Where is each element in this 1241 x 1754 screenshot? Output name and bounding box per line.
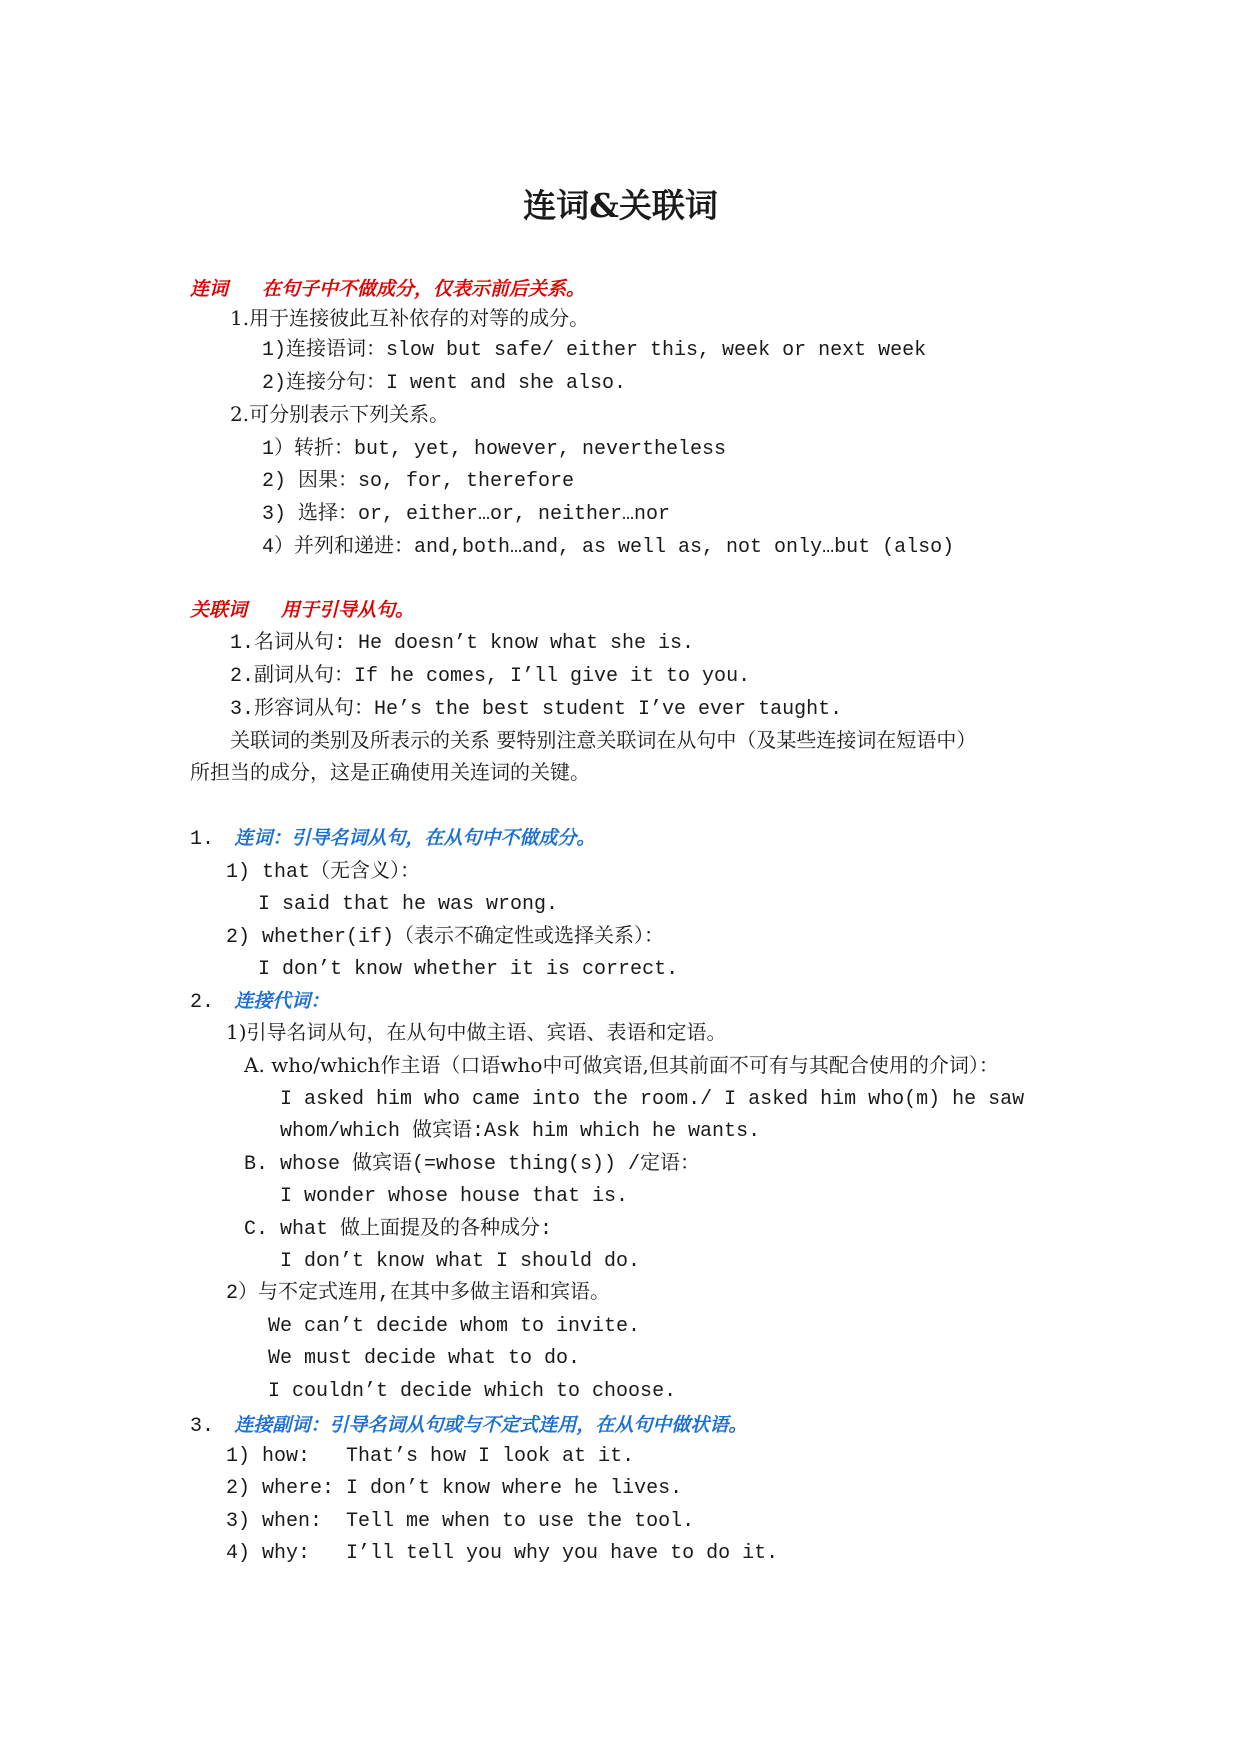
heading-text: 连词：引导名词从句，在从句中不做成分。 xyxy=(234,827,596,849)
list-item: 2)连接分句：I went and she also. xyxy=(262,372,627,395)
list-item: 2) where: I don’t know where he lives. xyxy=(226,1477,683,1500)
heading-number: 3. xyxy=(190,1415,215,1438)
example-sentence: I wonder whose house that is. xyxy=(280,1185,629,1208)
section-label: 连词 xyxy=(190,278,229,300)
example-sentence: whom/which 做宾语:Ask him which he wants. xyxy=(280,1120,761,1143)
example-sentence: I asked him who came into the room./ I asked him who(m) he saw xyxy=(280,1088,1025,1111)
list-item: 1) how: That’s how I look at it. xyxy=(226,1445,635,1468)
list-item: 1.名词从句: He doesn’t know what she is. xyxy=(230,632,695,655)
example-sentence: I couldn’t decide which to choose. xyxy=(268,1380,677,1403)
subsection-heading-3 xyxy=(190,1412,747,1439)
example-sentence: I don’t know what I should do. xyxy=(280,1250,641,1273)
list-item: 2.副词从句：If he comes, I’ll give it to you. xyxy=(230,665,751,688)
list-item: B. whose 做宾语(=whose thing(s)) /定语： xyxy=(244,1153,701,1176)
section-description: 用于引导从句。 xyxy=(281,599,415,621)
list-item: 1.用于连接彼此互补依存的对等的成分。 xyxy=(230,306,590,330)
list-item: 1）转折：but, yet, however, nevertheless xyxy=(262,438,727,461)
paragraph-line: 所担当的成分，这是正确使用关连词的关键。 xyxy=(190,760,590,784)
list-item: 1)连接语词：slow but safe/ either this, week or next week xyxy=(262,339,927,362)
list-item: 3.形容词从句：He’s the best student I’ve ever taught. xyxy=(230,698,843,721)
heading-number: 2. xyxy=(190,991,215,1014)
list-item: C. what 做上面提及的各种成分: xyxy=(244,1218,553,1241)
list-item: 2）与不定式连用,在其中多做主语和宾语。 xyxy=(226,1282,611,1305)
section-description: 在句子中不做成分，仅表示前后关系。 xyxy=(262,278,586,300)
example-sentence: I said that he was wrong. xyxy=(258,893,559,916)
list-item: 4）并列和递进：and,both…and, as well as, not only…but (also) xyxy=(262,536,955,559)
list-item: 4) why: I’ll tell you why you have to do it. xyxy=(226,1542,779,1565)
paragraph-line: 关联词的类别及所表示的关系 要特别注意关联词在从句中（及某些连接词在短语中） xyxy=(230,728,977,752)
section-label: 关联词 xyxy=(190,599,248,621)
list-item: 2) 因果：so, for, therefore xyxy=(262,470,575,493)
page-title: 连词&关联词 xyxy=(523,186,718,225)
list-item: 1)引导名词从句，在从句中做主语、宾语、表语和定语。 xyxy=(226,1020,727,1044)
list-item: 1) that（无含义）： xyxy=(226,861,421,884)
heading-number: 1. xyxy=(190,828,215,851)
list-item: A. who/which作主语（口语who中可做宾语,但其前面不可有与其配合使用的介词）： xyxy=(244,1053,999,1077)
example-sentence: We can’t decide whom to invite. xyxy=(268,1315,641,1338)
list-item: 2.可分别表示下列关系。 xyxy=(230,402,450,426)
subsection-heading-2 xyxy=(190,988,329,1015)
section-relative-heading xyxy=(190,597,414,622)
section-conjunction-heading xyxy=(190,276,585,301)
heading-text: 连接副词：引导名词从句或与不定式连用，在从句中做状语。 xyxy=(234,1414,748,1436)
list-item: 2) whether(if)（表示不确定性或选择关系）： xyxy=(226,926,665,949)
list-item: 3) 选择：or, either…or, neither…nor xyxy=(262,503,671,526)
example-sentence: I don’t know whether it is correct. xyxy=(258,958,679,981)
heading-text: 连接代词： xyxy=(234,990,330,1012)
subsection-heading-1 xyxy=(190,825,595,852)
list-item: 3) when: Tell me when to use the tool. xyxy=(226,1510,695,1533)
example-sentence: We must decide what to do. xyxy=(268,1347,581,1370)
